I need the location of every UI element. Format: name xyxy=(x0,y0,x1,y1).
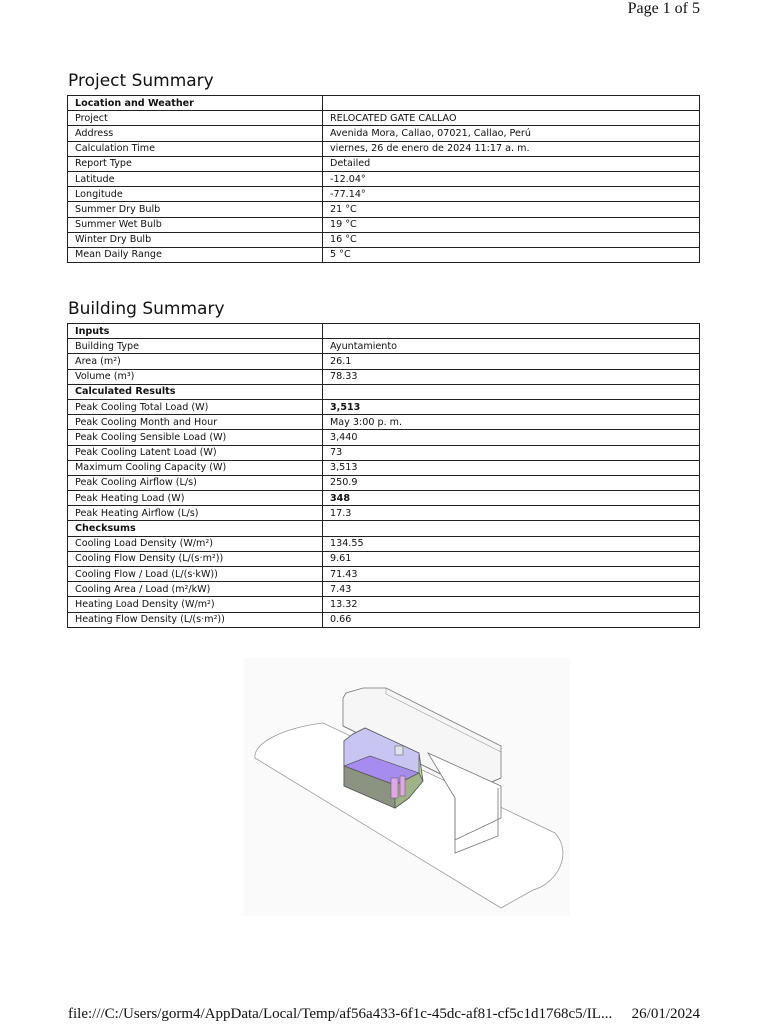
table-row xyxy=(68,232,700,247)
row-label: Checksums xyxy=(68,521,323,536)
row-label: Report Type xyxy=(68,156,323,171)
table-row xyxy=(68,445,700,460)
row-value: 26.1 xyxy=(323,354,700,369)
row-value: 9.61 xyxy=(323,551,700,566)
table-row xyxy=(68,415,700,430)
row-value: 348 xyxy=(323,491,700,506)
table-row xyxy=(68,217,700,232)
row-value: 17.3 xyxy=(323,506,700,521)
project-summary-title: Project Summary xyxy=(68,71,214,91)
row-label: Peak Cooling Total Load (W) xyxy=(68,399,323,414)
row-label: Latitude xyxy=(68,171,323,186)
row-value xyxy=(323,96,700,111)
row-label: Cooling Area / Load (m²/kW) xyxy=(68,582,323,597)
table-section-header xyxy=(68,324,700,339)
table-row xyxy=(68,506,700,521)
row-label: Longitude xyxy=(68,187,323,202)
row-label: Cooling Flow / Load (L/(s·kW)) xyxy=(68,567,323,582)
row-value: 3,440 xyxy=(323,430,700,445)
table-row xyxy=(68,369,700,384)
table-row xyxy=(68,156,700,171)
row-value: 134.55 xyxy=(323,536,700,551)
table-row xyxy=(68,399,700,414)
row-label: Location and Weather xyxy=(68,96,323,111)
row-label: Summer Wet Bulb xyxy=(68,217,323,232)
row-value: Detailed xyxy=(323,156,700,171)
row-value: 13.32 xyxy=(323,597,700,612)
row-value: 250.9 xyxy=(323,475,700,490)
row-value: May 3:00 p. m. xyxy=(323,415,700,430)
table-row xyxy=(68,111,700,126)
table-row xyxy=(68,536,700,551)
row-label: Winter Dry Bulb xyxy=(68,232,323,247)
row-value xyxy=(323,324,700,339)
building-summary-table xyxy=(67,323,700,628)
row-label: Calculation Time xyxy=(68,141,323,156)
table-row xyxy=(68,339,700,354)
row-label: Maximum Cooling Capacity (W) xyxy=(68,460,323,475)
row-value: 16 °C xyxy=(323,232,700,247)
row-value: viernes, 26 de enero de 2024 11:17 a. m. xyxy=(323,141,700,156)
row-value: -77.14° xyxy=(323,187,700,202)
footer-date: 26/01/2024 xyxy=(631,1006,700,1022)
row-value: 3,513 xyxy=(323,460,700,475)
project-summary-body xyxy=(68,96,700,263)
row-value: RELOCATED GATE CALLAO xyxy=(323,111,700,126)
row-label: Peak Cooling Month and Hour xyxy=(68,415,323,430)
table-row xyxy=(68,187,700,202)
table-section-header xyxy=(68,96,700,111)
table-row xyxy=(68,247,700,262)
table-row xyxy=(68,597,700,612)
row-value: 7.43 xyxy=(323,582,700,597)
table-section-header xyxy=(68,521,700,536)
row-value: -12.04° xyxy=(323,171,700,186)
table-row xyxy=(68,430,700,445)
row-value: Avenida Mora, Callao, 07021, Callao, Perú xyxy=(323,126,700,141)
table-row xyxy=(68,354,700,369)
row-value: 5 °C xyxy=(323,247,700,262)
row-label: Peak Cooling Airflow (L/s) xyxy=(68,475,323,490)
row-label: Address xyxy=(68,126,323,141)
table-row xyxy=(68,475,700,490)
row-value: 71.43 xyxy=(323,567,700,582)
table-row xyxy=(68,460,700,475)
row-label: Peak Heating Load (W) xyxy=(68,491,323,506)
footer-file-path: file:///C:/Users/gorm4/AppData/Local/Temp/af56a433-6f1c-45dc-af81-cf5c1d1768c5/IL... xyxy=(68,1006,613,1022)
table-row xyxy=(68,202,700,217)
row-label: Building Type xyxy=(68,339,323,354)
table-row xyxy=(68,551,700,566)
building-summary-title: Building Summary xyxy=(68,299,225,319)
row-label: Heating Load Density (W/m²) xyxy=(68,597,323,612)
row-label: Cooling Flow Density (L/(s·m²)) xyxy=(68,551,323,566)
row-label: Volume (m³) xyxy=(68,369,323,384)
building-summary-body xyxy=(68,324,700,628)
row-value: 0.66 xyxy=(323,612,700,627)
table-row xyxy=(68,171,700,186)
table-row xyxy=(68,491,700,506)
row-value: 78.33 xyxy=(323,369,700,384)
table-row xyxy=(68,126,700,141)
row-label: Peak Cooling Sensible Load (W) xyxy=(68,430,323,445)
isometric-building-drawing xyxy=(243,658,570,916)
row-label: Peak Heating Airflow (L/s) xyxy=(68,506,323,521)
table-section-header xyxy=(68,384,700,399)
page-number: Page 1 of 5 xyxy=(627,0,700,17)
row-label: Area (m²) xyxy=(68,354,323,369)
row-label: Calculated Results xyxy=(68,384,323,399)
row-label: Heating Flow Density (L/(s·m²)) xyxy=(68,612,323,627)
table-row xyxy=(68,612,700,627)
row-label: Mean Daily Range xyxy=(68,247,323,262)
row-value: 21 °C xyxy=(323,202,700,217)
row-label: Project xyxy=(68,111,323,126)
row-label: Peak Cooling Latent Load (W) xyxy=(68,445,323,460)
row-label: Summer Dry Bulb xyxy=(68,202,323,217)
project-summary-table xyxy=(67,95,700,263)
building-3d-model-image xyxy=(243,658,570,916)
table-row xyxy=(68,567,700,582)
row-value xyxy=(323,384,700,399)
row-label: Cooling Load Density (W/m²) xyxy=(68,536,323,551)
row-value: Ayuntamiento xyxy=(323,339,700,354)
row-value xyxy=(323,521,700,536)
row-value: 19 °C xyxy=(323,217,700,232)
row-value: 3,513 xyxy=(323,399,700,414)
table-row xyxy=(68,141,700,156)
row-value: 73 xyxy=(323,445,700,460)
row-label: Inputs xyxy=(68,324,323,339)
table-row xyxy=(68,582,700,597)
